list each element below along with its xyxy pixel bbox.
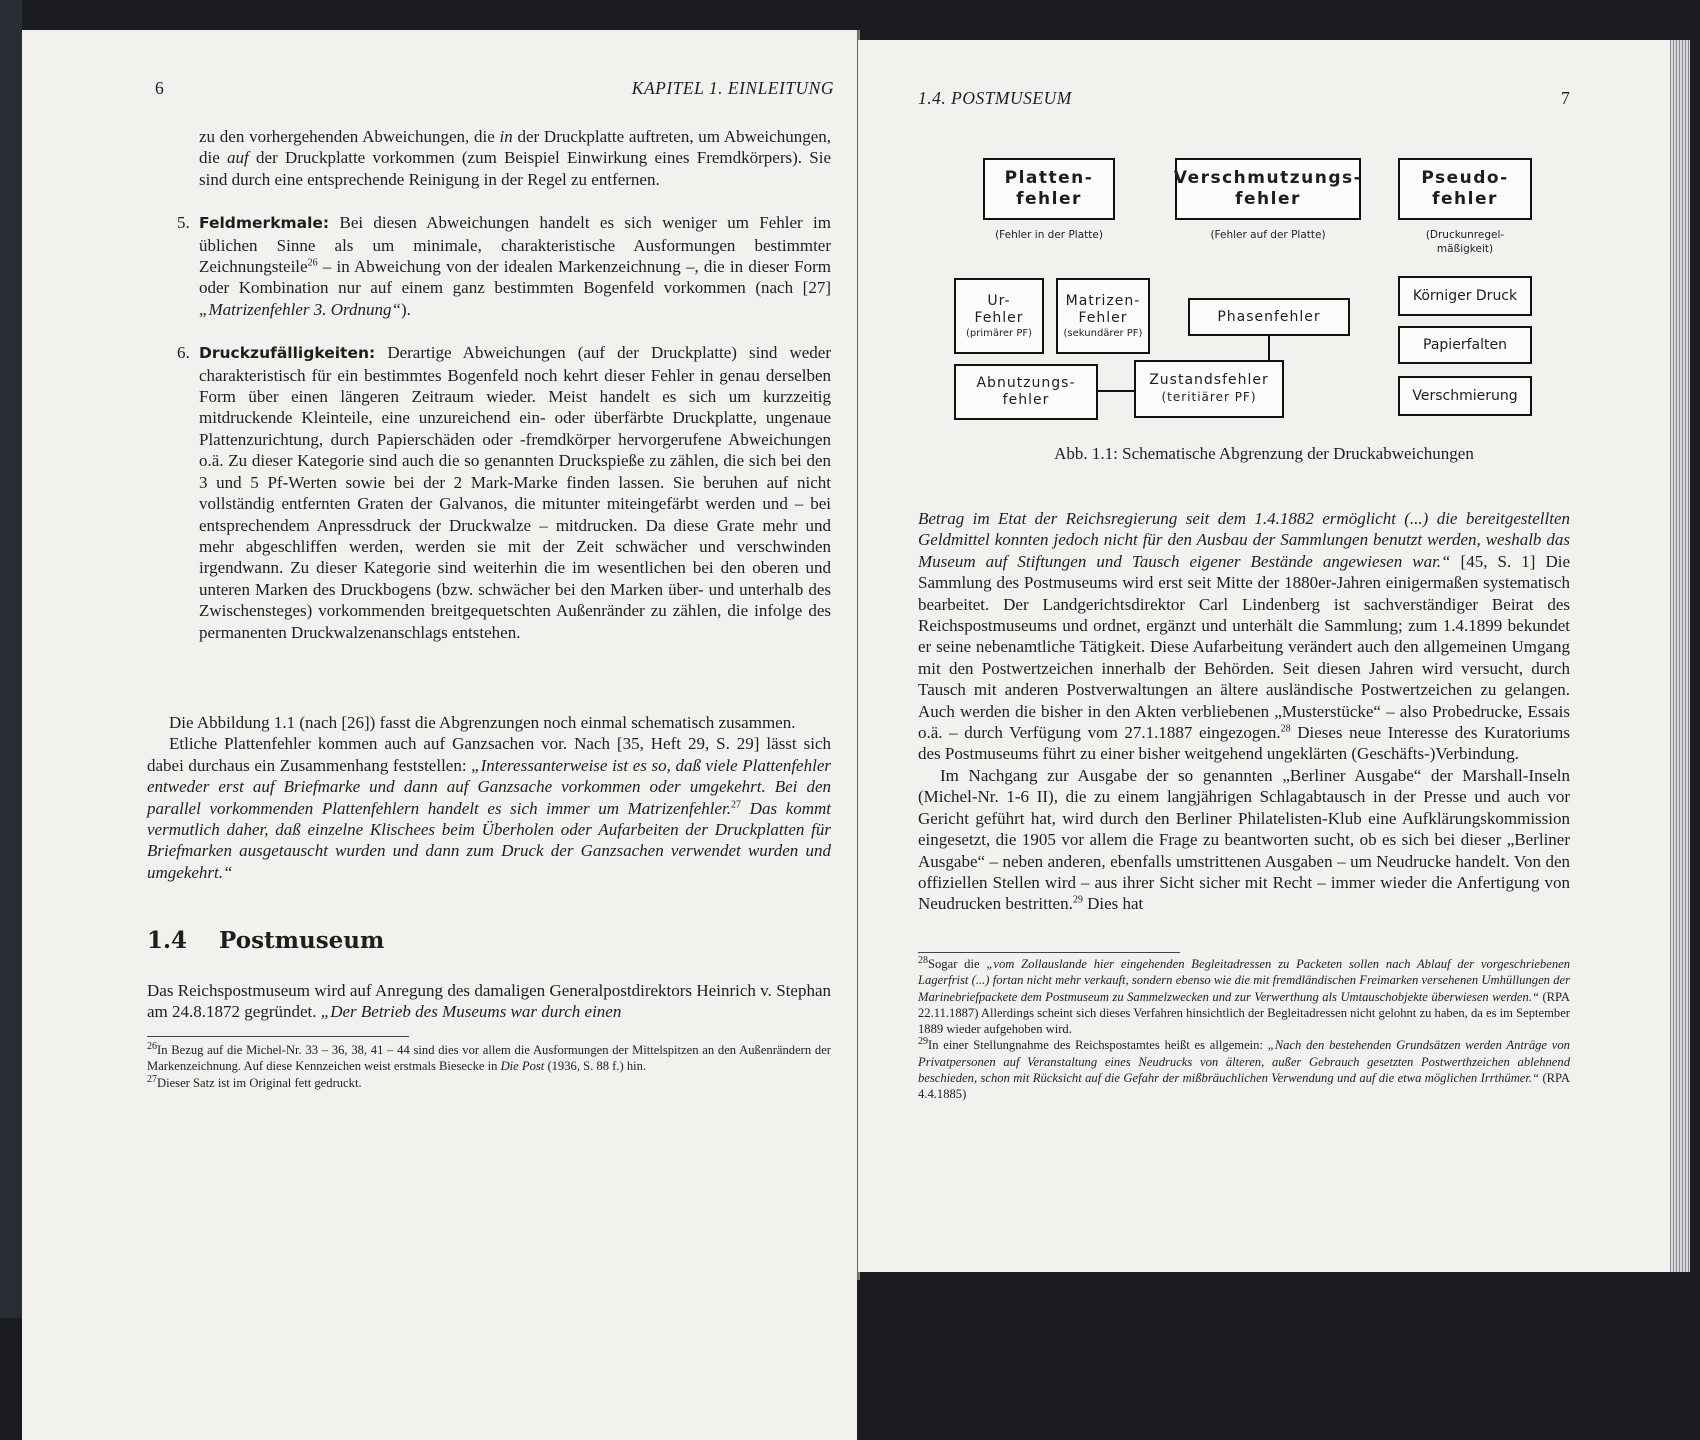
paragraph: Die Abbildung 1.1 (nach [26]) fasst die Abgrenzungen noch einmal schematisch zusammen. bbox=[169, 713, 796, 732]
box-matrizen-fehler: Matrizen- Fehler (sekundärer PF) bbox=[1056, 278, 1150, 354]
list-item-text: Bei diesen Abweichungen handelt es sich weniger um Fehler im üblichen Sinne als um minimale, charakteristische Ausformungen bestimmter Zeichnungsteile$^{26}$ – in Abweichung von der idealen Markenzeichnung –, die in dieser Form oder Kombination nur auf einem ganz bestimmten Bogenfeld vorkommen (nach [27] „Matrizenfehler 3. Ordnung“). bbox=[199, 213, 831, 319]
box-papierfalten: Papierfalten bbox=[1398, 326, 1532, 364]
figure-1-1 bbox=[858, 40, 1670, 500]
list-item-4-continuation: zu den vorhergehenden Abweichungen, die in der Druckplatte auftreten, um Abweichungen, die auf der Druckplatte vorkommen (zum Beispiel Einwirkung eines Fremdkörpers). Sie sind durch eine entsprechende Reinigung in der Regel zu entfernen. bbox=[199, 127, 831, 189]
footnote-29: $^{29}$In einer Stellungnahme des Reichspostamtes heißt es allgemein: „Nach den bestehenden Grundsätzen werden Anträge von Privatpersonen auf Veranstaltung eines Neudrucks von älteren, außer Gebrauch gesetzten Postwerthzeichen ablehnend beschieden, schon mit Rücksicht auf die Gefahr der mißbräuchlichen Verwendung und auf die etwa möglichen Irrthümer.“ (RPA 4.4.1885) bbox=[918, 1036, 1570, 1102]
list-item-5 bbox=[177, 212, 831, 320]
box-koerniger-druck: Körniger Druck bbox=[1398, 276, 1532, 316]
body-text bbox=[147, 712, 831, 883]
footnote-rule bbox=[918, 952, 1180, 953]
connector-abnutzung-zustand bbox=[1098, 390, 1134, 392]
book-binding-edge-left bbox=[0, 0, 22, 1318]
note-verschmutzungsfehler: (Fehler auf der Platte) bbox=[1210, 229, 1326, 241]
paragraph: Im Nachgang zur Ausgabe der so genannten „Berliner Ausgabe“ der Marshall-Inseln (Michel-Nr. 1-6 II), die zu einem langjährigen Schlagabtausch in der Presse und auch vor Gericht geführt hat, wird durch den Berliner Philatelisten-Klub eine Aufklärungskommission eingesetzt, die 1905 vor allem die Frage zu beantworten sucht, ob es sich bei dieser „Berliner Ausgabe“ – neben anderen, ebenfalls umstrittenen Ausgaben – um Neudrucke handelt. Von den offiziellen Stellen wird – aus ihrer Sicht sicher mit Recht – immer wieder die Anfertigung von Neudrucken bestritten.$^{29}$ Dies hat bbox=[918, 765, 1570, 914]
page-number: 7 bbox=[1561, 88, 1570, 108]
section-title: Postmuseum bbox=[219, 927, 385, 954]
page-number: 6 bbox=[155, 78, 164, 98]
box-verschmutzungsfehler: Verschmutzungs- fehler bbox=[1175, 158, 1361, 220]
left-page bbox=[22, 30, 857, 1440]
section-number: 1.4 bbox=[147, 927, 188, 954]
running-head: KAPITEL 1. EINLEITUNG bbox=[631, 78, 834, 98]
right-page bbox=[858, 40, 1670, 1272]
box-pseudofehler: Pseudo- fehler bbox=[1398, 158, 1532, 220]
footnotes bbox=[918, 956, 1570, 1103]
list-item-lead: Druckzufälligkeiten: bbox=[199, 344, 376, 363]
page-stack-edge-right bbox=[1668, 40, 1690, 1272]
box-ur-fehler: Ur- Fehler (primärer PF) bbox=[954, 278, 1044, 354]
box-phasenfehler: Phasenfehler bbox=[1188, 298, 1350, 336]
footnote-rule bbox=[147, 1036, 409, 1037]
list-item-6 bbox=[177, 342, 831, 643]
box-plattenfehler: Platten- fehler bbox=[983, 158, 1115, 220]
paragraph: Etliche Plattenfehler kommen auch auf Ganzsachen vor. Nach [35, Heft 29, S. 29] lässt sich dabei durchaus ein Zusammenhang feststellen: „Interessanterweise ist es so, daß viele Plattenfehler entweder erst auf Briefmarke und dann auf Ganzsache vorkommen oder umgekehrt. Bei den parallel vorkommenden Plattenfehlern handelt es sich immer um Matrizenfehler.$^{27}$ Das kommt vermutlich daher, daß einzelne Klischees beim Überholen oder Aufarbeiten der Druckplatten für Briefmarken ausgetauscht wurden und dann zum Druck der Ganzsachen verwendet wurden und umgekehrt.“ bbox=[147, 734, 832, 882]
list-item-text: Derartige Abweichungen (auf der Druckplatte) sind weder charakteristisch für ein bestimmtes Bogenfeld noch kehrt dieser Fehler in genau derselben Form über einen längeren Zeitraum wieder. Meist handelt es sich um kurzzeitig mitdruckende Kleinteile, eine unzureichend ein- oder überfärbte Druckplatte, ungenaue Plattenzurichtung, durch Papierschäden oder -fremdkörper hervorgerufene Abweichungen o.ä. Zu dieser Kategorie sind auch die so genannten Druckspieße zu zählen, die sich bei den 3 und 5 Pf-Werten sowie bei der 2 Mark-Marke finden lassen. Sie beruhen auf nicht vollständig entfernten Graten der Galvanos, die mitunter miteingefärbt werden und – bei entsprechendem Anpressdruck der Druckwalze – mitdrucken. Da diese Grate mehr und mehr abgeschliffen werden, werden sie mit der Zeit schwächer und verschwinden irgendwann. Zu dieser Kategorie sind weiterhin die im wesentlichen bei den oberen und unteren Marken des Druckbogens (bzw. schwächer bei den Marken über- und unterhalb des Zwischensteges) vorkommenden breitgequetschten Außenränder zu zählen, die infolge des permanenten Druckwalzenanschlags entstehen. bbox=[199, 343, 831, 642]
connector-phasen-zustand bbox=[1268, 336, 1270, 360]
running-head: 1.4. POSTMUSEUM bbox=[918, 88, 1072, 108]
footnotes bbox=[147, 1042, 831, 1091]
box-verschmierung: Verschmierung bbox=[1398, 376, 1532, 416]
body-text bbox=[918, 508, 1570, 915]
footnote-26: $^{26}$In Bezug auf die Michel-Nr. 33 – 36, 38, 41 – 44 sind dies vor allem die Ausformungen der Mittelspitzen an den Außenrändern der Markenzeichnung. Auf diese Kennzeichen weist erstmals Biesecke in Die Post (1936, S. 88 f.) hin. bbox=[147, 1040, 831, 1074]
enumerated-list bbox=[177, 126, 831, 643]
footnote-28: $^{28}$Sogar die „vom Zollauslande hier eingehenden Begleitadressen zu Packeten sollen nach Ablauf der vorgeschriebenen Lagerfrist (...) fortan nicht mehr verkauft, sondern ebenso wie die mit fremdländischen Freimarken versehenen Umhüllungen der Marinebriefpackete dem Postmuseum zu Sammelzwecken und zur Verwerthung als Umtauschobjekte überwiesen werden.“ (RPA 22.11.1887) Allerdings scheint sich dieses Verfahren hinsichtlich der Begleitadressen nicht gelohnt zu haben, da es im September 1889 wieder aufgehoben wird. bbox=[918, 954, 1570, 1037]
box-zustandsfehler: Zustandsfehler (teritiärer PF) bbox=[1134, 360, 1284, 418]
note-plattenfehler: (Fehler in der Platte) bbox=[995, 229, 1103, 241]
footnote-27: $^{27}$Dieser Satz ist im Original fett gedruckt. bbox=[147, 1073, 362, 1090]
section-heading bbox=[147, 927, 384, 954]
paragraph: Betrag im Etat der Reichsregierung seit dem 1.4.1882 ermöglicht (...) die bereitgestellten Geldmittel konnten jedoch nicht für den Ausbau der Sammlungen benutzt werden, weshalb das Museum auf Stiftungen und Tausch eigener Bestände angewiesen war.“ [45, S. 1] Die Sammlung des Postmuseums wird erst seit Mitte der 1880er-Jahren einigermaßen systematisch bearbeitet. Der Landgerichtsdirektor Carl Lindenberg ist sachverständiger Beirat des Reichspostmuseums und ordnet, ergänzt und unterhält die Sammlung; zum 1.4.1899 bekundet er seine nebenamtliche Tätigkeit. Diese Aufarbeitung verändert auch den allgemeinen Umgang mit den Postwertzeichen innerhalb der Behörden. Seit diesen Jahren wird versucht, durch Tausch mit anderen Postverwaltungen an ältere ausländische Postwertzeichen zu gelangen. Auch werden die bisher in den Akten verbliebenen „Musterstücke“ – also Probedrucke, Essais o.ä. – durch Verfügung vom 27.1.1887 eingezogen.$^{28}$ Dieses neue Interesse des Kuratoriums des Postmuseums führt zu einer bisher weitgehend ungeklärten (Geschäfts-)Verbindung. bbox=[918, 509, 1570, 764]
list-item-lead: Feldmerkmale: bbox=[199, 214, 330, 233]
list-item-number: 5. bbox=[177, 213, 190, 233]
box-abnutzungsfehler: Abnutzungs- fehler bbox=[954, 364, 1098, 420]
section-paragraph bbox=[147, 980, 831, 1023]
list-item-number: 6. bbox=[177, 343, 190, 363]
note-pseudofehler: (Druckunregel- mäßigkeit) bbox=[1425, 229, 1505, 255]
paragraph: Das Reichspostmuseum wird auf Anregung des damaligen Generalpostdirektors Heinrich v. Stephan am 24.8.1872 gegründet. „Der Betrieb des Museums war durch einen bbox=[147, 981, 831, 1022]
figure-caption: Abb. 1.1: Schematische Abgrenzung der Druckabweichungen bbox=[1054, 444, 1474, 463]
